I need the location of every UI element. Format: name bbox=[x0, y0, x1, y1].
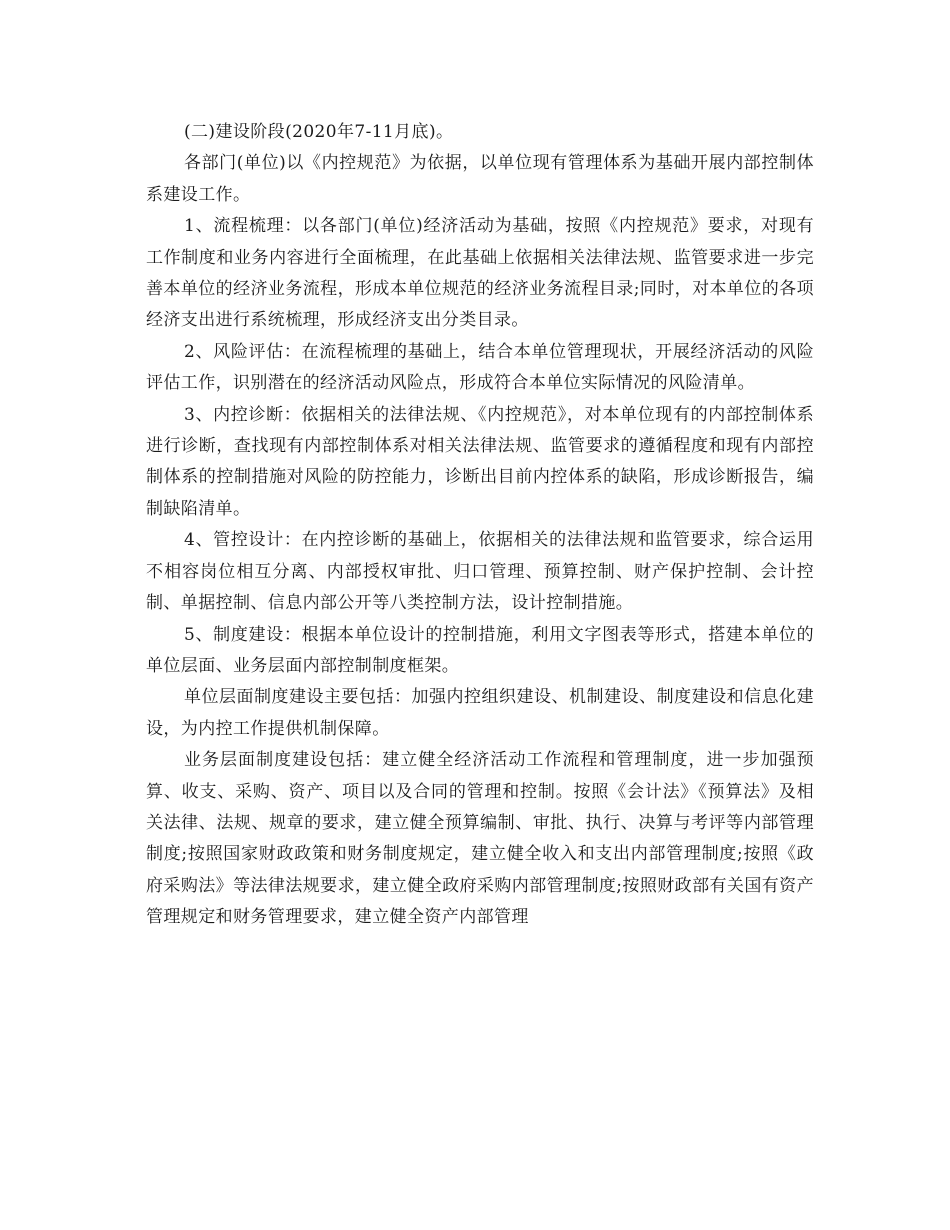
paragraph-unit-level: 单位层面制度建设主要包括：加强内控组织建设、机制建设、制度建设和信息化建设，为内控工作提供机制保障。 bbox=[146, 687, 814, 739]
section-heading-construction-phase: (二)建设阶段(2020年7-11月底)。 bbox=[184, 122, 454, 142]
paragraph-system-construction: 5、制度建设：根据本单位设计的控制措施，利用文字图表等形式，搭建本单位的单位层面、业务层面内部控制制度框架。 bbox=[146, 624, 814, 676]
paragraph-control-diagnosis: 3、内控诊断：依据相关的法律法规、《内控规范》，对本单位现有的内部控制体系进行诊断，查找现有内部控制体系对相关法律法规、监管要求的遵循程度和现有内部控制体系的控制措施对风险的防控能力，诊断出目前内控体系的缺陷，形成诊断报告，编制缺陷清单。 bbox=[146, 404, 814, 519]
paragraph-risk-assessment: 2、风险评估：在流程梳理的基础上，结合本单位管理现状，开展经济活动的风险评估工作，识别潜在的经济活动风险点，形成符合本单位实际情况的风险清单。 bbox=[146, 341, 814, 394]
paragraph-control-design: 4、管控设计：在内控诊断的基础上，依据相关的法律法规和监管要求，综合运用不相容岗位相互分离、内部授权审批、归口管理、预算控制、财产保护控制、会计控制、单据控制、信息内部公开等八类控制方法，设计控制措施。 bbox=[146, 530, 814, 614]
document-body bbox=[146, 117, 814, 934]
paragraph-intro: 各部门(单位)以《内控规范》为依据，以单位现有管理体系为基础开展内部控制体系建设工作。 bbox=[146, 153, 814, 205]
paragraph-process-review: 1、流程梳理：以各部门(单位)经济活动为基础，按照《内控规范》要求，对现有工作制度和业务内容进行全面梳理，在此基础上依据相关法律法规、监管要求进一步完善本单位的经济业务流程，形成本单位规范的经济业务流程目录;同时，对本单位的各项经济支出进行系统梳理，形成经济支出分类目录。 bbox=[146, 216, 814, 331]
paragraph-business-level: 业务层面制度建设包括：建立健全经济活动工作流程和管理制度，进一步加强预算、收支、采购、资产、项目以及合同的管理和控制。按照《会计法》《预算法》及相关法律、法规、规章的要求，建立健全预算编制、审批、执行、决算与考评等内部管理制度;按照国家财政政策和财务制度规定，建立健全收入和支出内部管理制度;按照《政府采购法》等法律法规要求，建立健全政府采购内部管理制度;按照财政部有关国有资产管理规定和财务管理要求，建立健全资产内部管理 bbox=[146, 750, 814, 928]
